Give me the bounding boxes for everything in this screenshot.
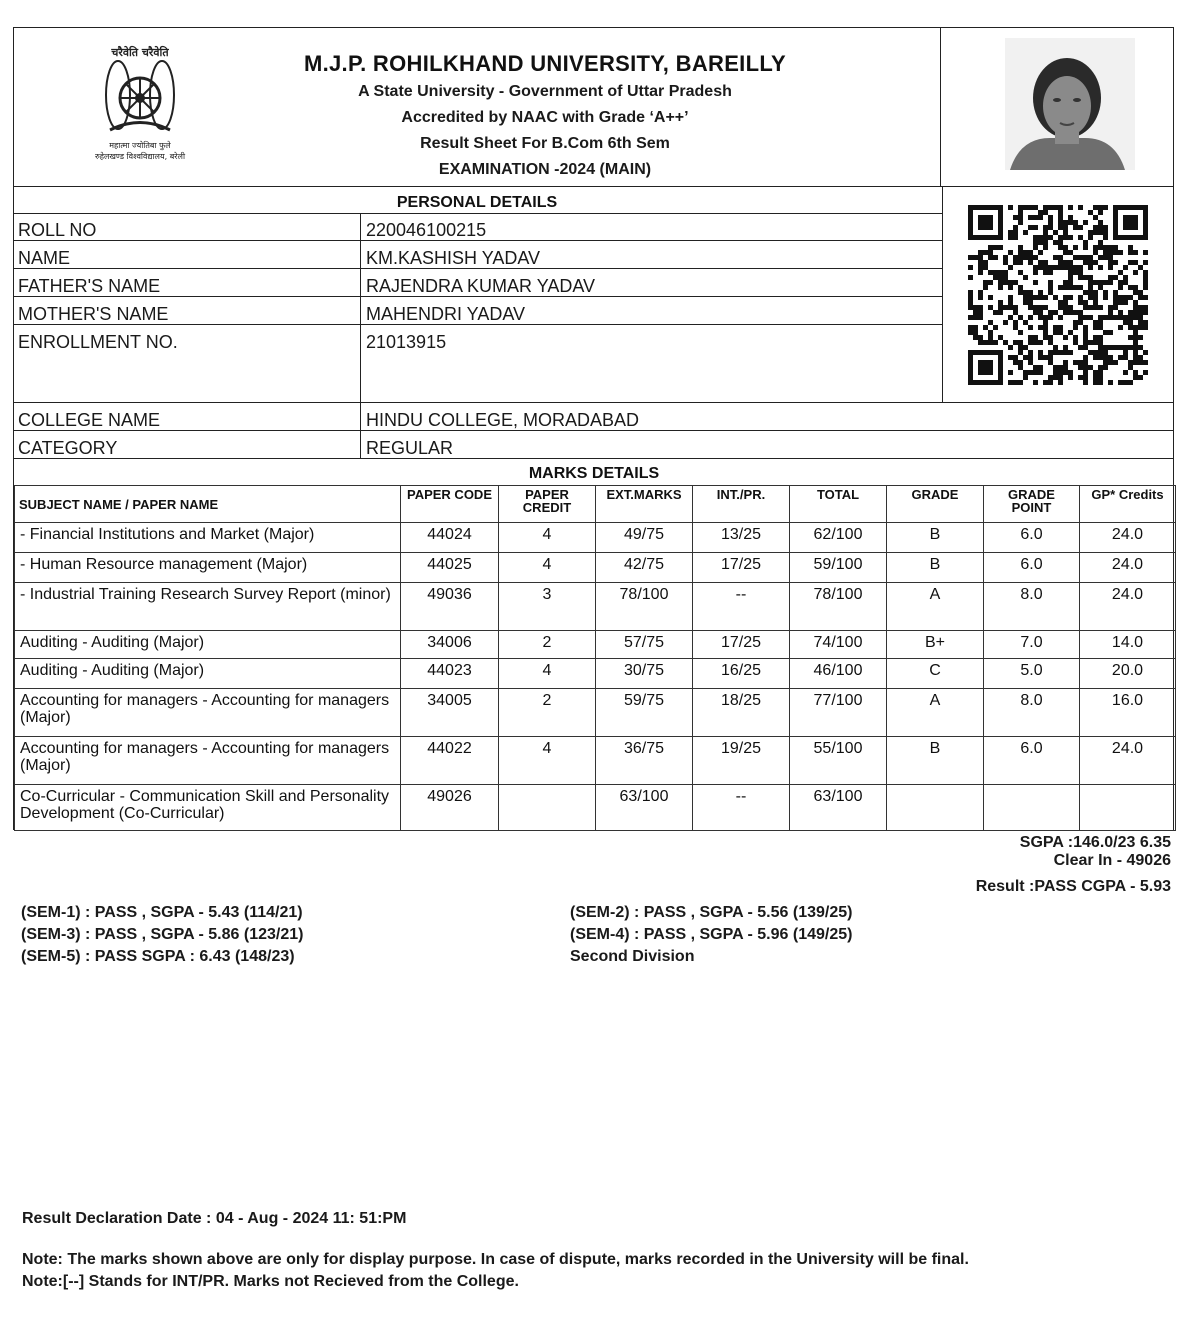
college-name-label: COLLEGE NAME [18, 410, 161, 430]
cell-paper-code: 44024 [401, 523, 499, 553]
cell-ext-marks: 30/75 [596, 659, 693, 689]
logo-text-1: महात्मा ज्योतिबा फुले [109, 141, 171, 150]
sem-2-result: (SEM-2) : PASS , SGPA - 5.56 (139/25) [570, 904, 853, 921]
cell-subject: Auditing - Auditing (Major) [15, 659, 401, 689]
sem-1-result: (SEM-1) : PASS , SGPA - 5.43 (114/21) [21, 904, 303, 921]
student-photo [1005, 38, 1135, 170]
cell-grade-point [984, 785, 1080, 831]
cell-grade: A [887, 689, 984, 737]
cell-gp-credits: 24.0 [1080, 553, 1176, 583]
cell-paper-credit: 4 [499, 737, 596, 785]
mother-name-value: MAHENDRI YADAV [366, 304, 526, 324]
border [13, 402, 1173, 403]
sgpa-summary: SGPA :146.0/23 6.35 [1019, 834, 1171, 851]
cell-paper-code: 49036 [401, 583, 499, 631]
cell-ext-marks: 36/75 [596, 737, 693, 785]
cell-paper-credit: 4 [499, 553, 596, 583]
cell-paper-code: 34006 [401, 631, 499, 659]
col-gp-credits: GP* Credits [1080, 486, 1176, 523]
border [13, 213, 943, 214]
cell-paper-code: 49026 [401, 785, 499, 831]
name-value: KM.KASHISH YADAV [366, 248, 541, 268]
cell-total: 59/100 [790, 553, 887, 583]
category-label: CATEGORY [18, 438, 118, 458]
cell-subject: - Financial Institutions and Market (Major) [15, 523, 401, 553]
marks-table [14, 485, 1176, 831]
cell-paper-credit: 3 [499, 583, 596, 631]
header-line-1: A State University - Government of Uttar Pradesh [358, 83, 732, 100]
logo-text-2: रुहेलखण्ड विश्वविद्यालय, बरेली [94, 152, 186, 161]
table-row [15, 659, 1176, 689]
university-name: M.J.P. ROHILKHAND UNIVERSITY, BAREILLY [303, 51, 787, 76]
category-value: REGULAR [366, 438, 454, 458]
cell-gp-credits [1080, 785, 1176, 831]
cell-int-pr: -- [693, 785, 790, 831]
col-subject: SUBJECT NAME / PAPER NAME [15, 486, 401, 523]
enrollment-label: ENROLLMENT NO. [18, 332, 178, 352]
col-total: TOTAL [790, 486, 887, 523]
cell-subject: - Human Resource management (Major) [15, 553, 401, 583]
note-display-purpose: Note: The marks shown above are only for display purpose. In case of dispute, marks recorded in the University will be final. [22, 1251, 969, 1268]
table-row [15, 689, 1176, 737]
border [13, 27, 1173, 28]
cell-subject: Auditing - Auditing (Major) [15, 631, 401, 659]
cell-gp-credits: 24.0 [1080, 737, 1176, 785]
table-row [15, 737, 1176, 785]
enrollment-value: 21013915 [366, 332, 447, 352]
cell-paper-credit [499, 785, 596, 831]
cell-gp-credits: 14.0 [1080, 631, 1176, 659]
personal-details-title: PERSONAL DETAILS [396, 194, 558, 211]
cell-total: 55/100 [790, 737, 887, 785]
university-logo [80, 40, 200, 165]
roll-no-value: 220046100215 [366, 220, 487, 240]
cell-grade: B [887, 553, 984, 583]
marks-details-title: MARKS DETAILS [528, 465, 660, 482]
cell-gp-credits: 24.0 [1080, 523, 1176, 553]
table-row [15, 631, 1176, 659]
cell-int-pr: 19/25 [693, 737, 790, 785]
cell-grade: B+ [887, 631, 984, 659]
border [360, 213, 361, 458]
father-name-value: RAJENDRA KUMAR YADAV [366, 276, 596, 296]
table-row [15, 553, 1176, 583]
table-row [15, 523, 1176, 553]
cell-ext-marks: 63/100 [596, 785, 693, 831]
cell-total: 77/100 [790, 689, 887, 737]
cell-grade-point: 8.0 [984, 583, 1080, 631]
col-int-pr: INT./PR. [693, 486, 790, 523]
sem-3-result: (SEM-3) : PASS , SGPA - 5.86 (123/21) [21, 926, 304, 943]
cell-subject: Accounting for managers - Accounting for managers (Major) [15, 689, 401, 737]
logo-motto: चरैवेति चरैवेति [111, 46, 169, 59]
cell-grade-point: 7.0 [984, 631, 1080, 659]
cell-subject: Accounting for managers - Accounting for managers (Major) [15, 737, 401, 785]
cell-total: 46/100 [790, 659, 887, 689]
cell-grade: C [887, 659, 984, 689]
cell-paper-credit: 4 [499, 523, 596, 553]
cell-paper-code: 34005 [401, 689, 499, 737]
clear-in: Clear In - 49026 [1053, 852, 1171, 869]
cell-grade: B [887, 523, 984, 553]
table-header-row [15, 486, 1176, 523]
result-declaration-date: Result Declaration Date : 04 - Aug - 2024 11: 51:PM [22, 1210, 407, 1227]
col-grade: GRADE [887, 486, 984, 523]
header-line-4: EXAMINATION -2024 (MAIN) [438, 161, 652, 178]
mother-name-label: MOTHER'S NAME [18, 304, 169, 324]
name-label: NAME [18, 248, 71, 268]
qr-code [968, 205, 1148, 385]
sem-5-result: (SEM-5) : PASS SGPA : 6.43 (148/23) [21, 948, 295, 965]
cell-total: 62/100 [790, 523, 887, 553]
cell-grade: A [887, 583, 984, 631]
col-grade-point: GRADE POINT [984, 486, 1080, 523]
table-row [15, 785, 1176, 831]
header-line-3: Result Sheet For B.Com 6th Sem [420, 135, 670, 152]
cell-total: 78/100 [790, 583, 887, 631]
cell-gp-credits: 24.0 [1080, 583, 1176, 631]
cell-total: 74/100 [790, 631, 887, 659]
cell-int-pr: 18/25 [693, 689, 790, 737]
cell-subject: Co-Curricular - Communication Skill and Personality Development (Co-Curricular) [15, 785, 401, 831]
college-name-value: HINDU COLLEGE, MORADABAD [366, 410, 640, 430]
roll-no-label: ROLL NO [18, 220, 97, 240]
cell-paper-credit: 4 [499, 659, 596, 689]
cell-grade-point: 8.0 [984, 689, 1080, 737]
cell-paper-code: 44023 [401, 659, 499, 689]
cell-ext-marks: 59/75 [596, 689, 693, 737]
cell-int-pr: 13/25 [693, 523, 790, 553]
cell-ext-marks: 42/75 [596, 553, 693, 583]
cell-gp-credits: 16.0 [1080, 689, 1176, 737]
note-int-pr: Note:[--] Stands for INT/PR. Marks not Recieved from the College. [22, 1273, 519, 1290]
division: Second Division [570, 948, 695, 965]
cell-paper-code: 44022 [401, 737, 499, 785]
cell-paper-credit: 2 [499, 631, 596, 659]
border [942, 186, 943, 403]
cell-grade-point: 6.0 [984, 737, 1080, 785]
col-paper-code: PAPER CODE [401, 486, 499, 523]
cell-paper-code: 44025 [401, 553, 499, 583]
result-cgpa: Result :PASS CGPA - 5.93 [975, 878, 1171, 895]
cell-grade-point: 5.0 [984, 659, 1080, 689]
cell-int-pr: 17/25 [693, 553, 790, 583]
cell-int-pr: -- [693, 583, 790, 631]
border [13, 186, 1173, 187]
cell-int-pr: 17/25 [693, 631, 790, 659]
cell-ext-marks: 78/100 [596, 583, 693, 631]
col-paper-credit: PAPER CREDIT [499, 486, 596, 523]
cell-grade [887, 785, 984, 831]
header-line-2: Accredited by NAAC with Grade ‘A++’ [401, 109, 689, 126]
cell-grade-point: 6.0 [984, 523, 1080, 553]
cell-gp-credits: 20.0 [1080, 659, 1176, 689]
border [940, 27, 941, 187]
sem-4-result: (SEM-4) : PASS , SGPA - 5.96 (149/25) [570, 926, 853, 943]
border [13, 458, 1173, 459]
cell-int-pr: 16/25 [693, 659, 790, 689]
cell-total: 63/100 [790, 785, 887, 831]
col-ext-marks: EXT.MARKS [596, 486, 693, 523]
father-name-label: FATHER'S NAME [18, 276, 161, 296]
cell-ext-marks: 49/75 [596, 523, 693, 553]
cell-ext-marks: 57/75 [596, 631, 693, 659]
cell-grade-point: 6.0 [984, 553, 1080, 583]
cell-subject: - Industrial Training Research Survey Report (minor) [15, 583, 401, 631]
table-row [15, 583, 1176, 631]
cell-paper-credit: 2 [499, 689, 596, 737]
cell-grade: B [887, 737, 984, 785]
